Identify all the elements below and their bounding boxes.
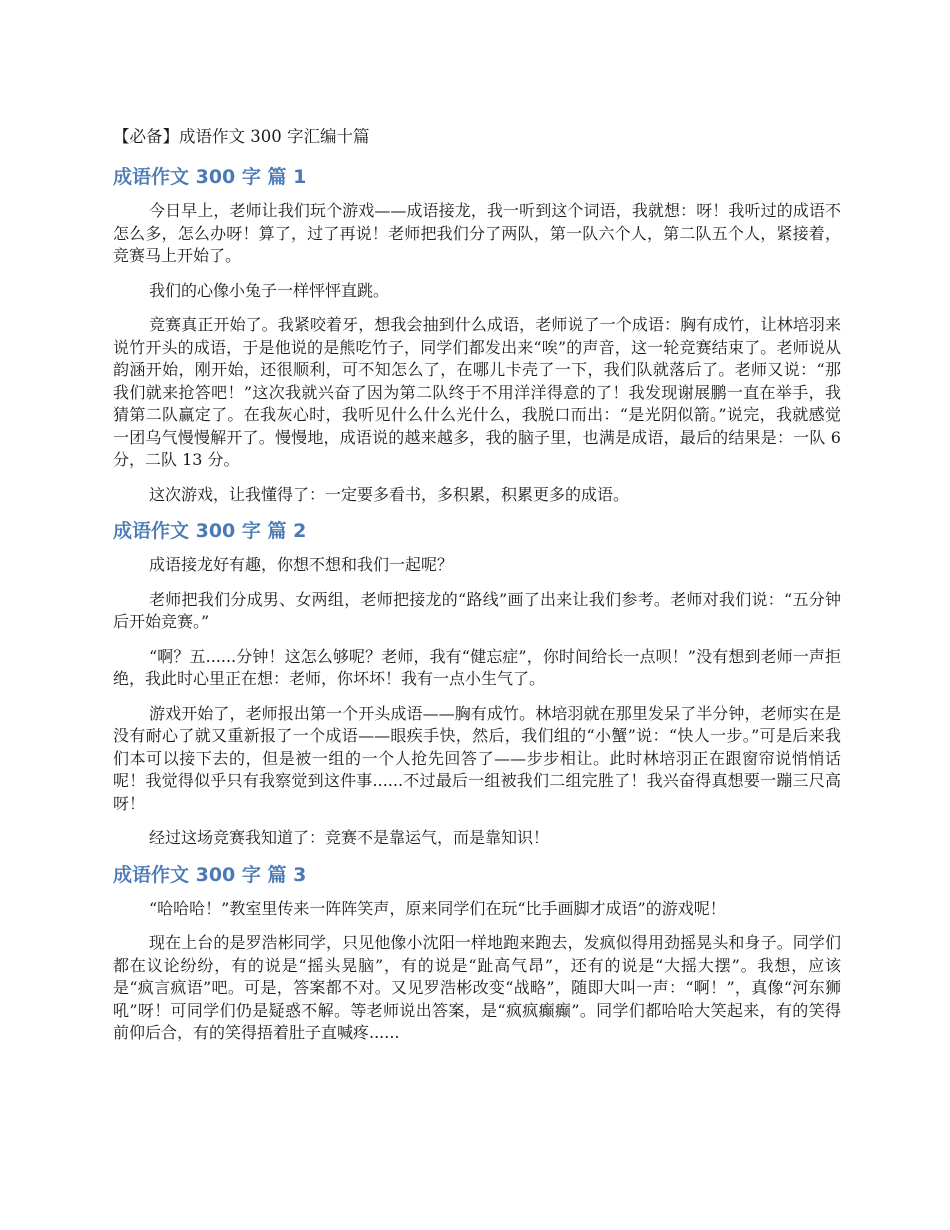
paragraph: 老师把我们分成男、女两组，老师把接龙的“路线”画了出来让我们参考。老师对我们说：“五分钟后开始竞赛。” bbox=[113, 589, 841, 631]
section-3 bbox=[113, 862, 841, 1045]
paragraph: “啊？五......分钟！这怎么够呢？老师，我有“健忘症”，你时间给长一点呗！”没有想到老师一声拒绝，我此时心里正在想：老师，你坏坏！我有一点小生气了。 bbox=[113, 646, 841, 688]
section-2 bbox=[113, 518, 841, 850]
section-heading: 成语作文 300 字 篇 1 bbox=[113, 166, 307, 188]
paragraph: 这次游戏，让我懂得了：一定要多看书，多积累，积累更多的成语。 bbox=[149, 484, 630, 504]
document-title: 【必备】成语作文 300 字汇编十篇 bbox=[113, 127, 370, 146]
paragraph: 经过这场竞赛我知道了：竞赛不是靠运气，而是靠知识！ bbox=[149, 828, 550, 847]
paragraph: 今日早上，老师让我们玩个游戏——成语接龙，我一听到这个词语，我就想：呀！我听过的成语不怎么多，怎么办呀！算了，过了再说！老师把我们分了两队，第一队六个人，第二队五个人，紧接着，竞赛马上开始了。 bbox=[113, 201, 841, 265]
section-heading: 成语作文 300 字 篇 3 bbox=[113, 863, 307, 886]
section-1 bbox=[113, 164, 841, 506]
paragraph: 现在上台的是罗浩彬同学，只见他像小沈阳一样地跑来跑去，发疯似得用劲摇晃头和身子。同学们都在议论纷纷，有的说是“摇头晃脑”，有的说是“趾高气昂”，还有的说是“大摇大摆”。我想，应该是“疯言疯语”吧。可是，答案都不对。又见罗浩彬改变“战略”，随即大叫一声：“啊！”，真像“河东狮吼”呀！可同学们仍是疑惑不解。等老师说出答案，是“疯疯癫癫”。同学们都哈哈大笑起来，有的笑得前仰后合，有的笑得捂着肚子直喊疼...... bbox=[113, 933, 841, 1042]
paragraph: 成语接龙好有趣，你想不想和我们一起呢？ bbox=[149, 555, 454, 574]
paragraph: “哈哈哈！”教室里传来一阵阵笑声，原来同学们在玩“比手画脚才成语”的游戏呢！ bbox=[149, 898, 726, 918]
paragraph: 游戏开始了，老师报出第一个开头成语——胸有成竹。林培羽就在那里发呆了半分钟，老师实在是没有耐心了就又重新报了一个成语——眼疾手快，然后，我们组的“小蟹”说：“快人一步。”可是后来我们本可以接下去的，但是被一组的一个人抢先回答了——步步相让。此时林培羽正在跟窗帘说悄悄话呢！我觉得似乎只有我察觉到这件事......不过最后一组被我们二组完胜了！我兴奋得真想要一蹦三尺高呀！ bbox=[113, 703, 841, 813]
paragraph: 竞赛真正开始了。我紧咬着牙，想我会抽到什么成语，老师说了一个成语：胸有成竹，让林培羽来说竹开头的成语，于是他说的是熊吃竹子，同学们都发出来“唉”的声音，这一轮竞赛结束了。老师说从韵涵开始，刚开始，还很顺利，可不知怎么了，在哪儿卡壳了一下，我们队就落后了。老师又说：“那我们就来抢答吧！”这次我就兴奋了因为第二队终于不用洋洋得意的了！我发现谢展鹏一直在举手，我猜第二队赢定了。在我灰心时，我听见什么什么光什么，我脱口而出：“是光阴似箭。”说完，我就感觉一团乌气慢慢解开了。慢慢地，成语说的越来越多，我的脑子里，也满是成语，最后的结果是：一队 6 分，二队 13 分。 bbox=[113, 315, 841, 469]
paragraph: 我们的心像小兔子一样怦怦直跳。 bbox=[149, 280, 390, 300]
section-heading: 成语作文 300 字 篇 2 bbox=[113, 520, 307, 542]
document-page bbox=[113, 124, 841, 1057]
